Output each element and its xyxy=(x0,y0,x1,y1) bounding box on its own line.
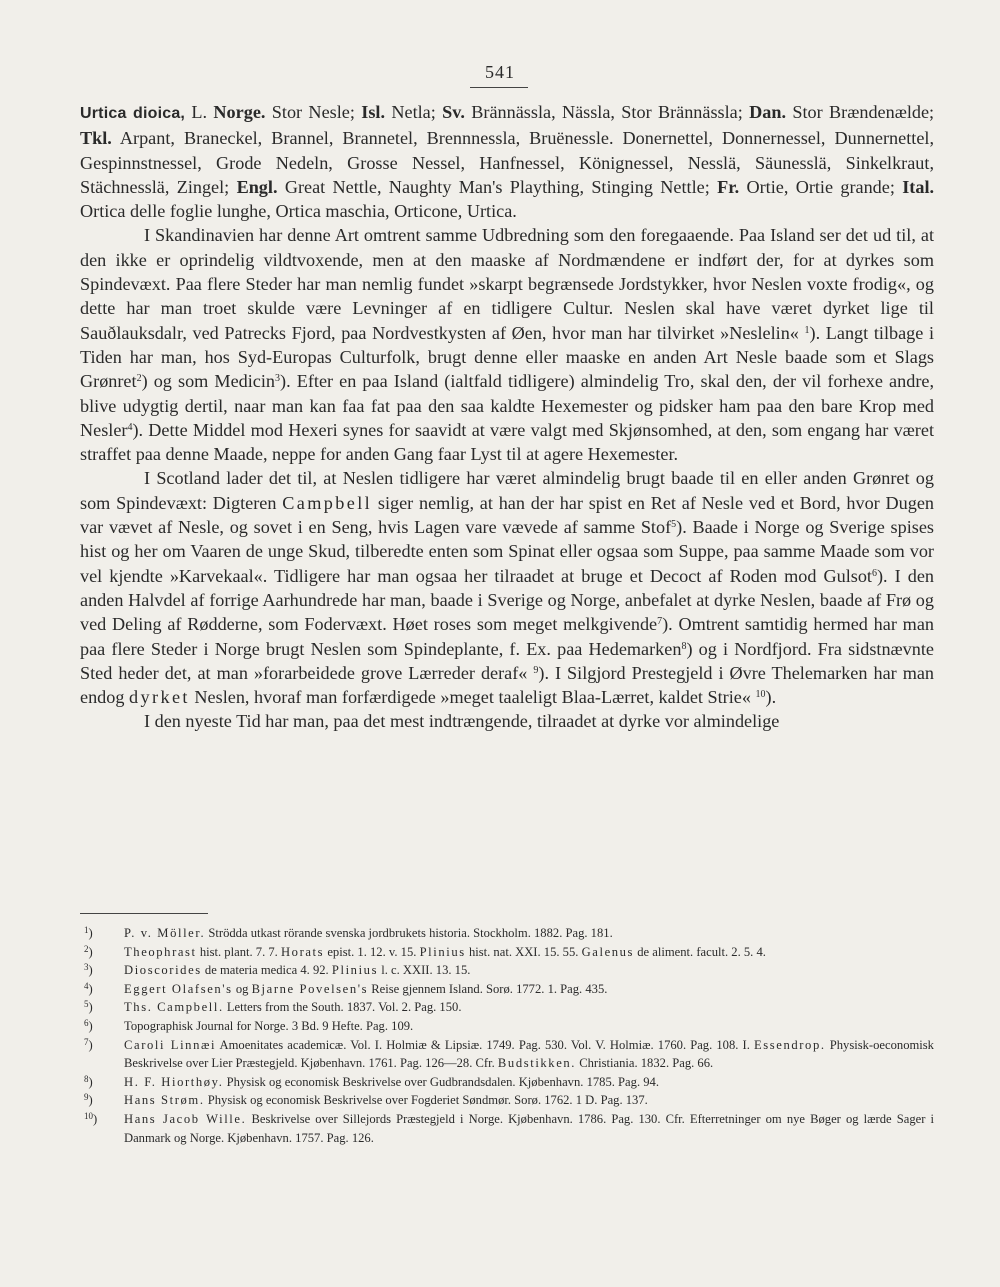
footnote-ref[interactable]: 6 xyxy=(871,567,877,579)
footnote-ref[interactable]: 2 xyxy=(136,373,142,385)
text-segment: I den nyeste Tid har man, paa det mest indtrængende, tilraadet at dyrke vor almindelige xyxy=(144,711,780,732)
name-sv: Brännässla, Nässla, Stor Brännässla; xyxy=(471,102,743,122)
footnote-ref[interactable]: 10 xyxy=(755,689,766,701)
paragraph-scotland xyxy=(80,466,934,709)
text-segment: ). xyxy=(765,687,777,708)
footnote-1 xyxy=(84,924,934,943)
footnote-ref[interactable]: 9 xyxy=(533,664,539,676)
footnote-text: Dioscorides de materia medica 4. 92. Plinius l. c. XXII. 13. 15. xyxy=(124,963,471,978)
footnote-10 xyxy=(84,1110,934,1147)
name-isl: Netla; xyxy=(391,102,436,122)
name-dan: Stor Brændenælde; xyxy=(792,102,935,122)
page-number-rule xyxy=(470,87,528,88)
footnote-9 xyxy=(84,1091,934,1110)
footnote-ref[interactable]: 7 xyxy=(657,616,663,628)
text-segment: ). I den anden Halvdel af forrige Aarhundrede har man, baade i Sverige og Norge, anbefalet at dyrke Neslen, baade af Frø og ved Deling af Rødderne, som Fodervæxt. Høet roses som meget melkgivende xyxy=(80,565,934,635)
lang-label-ital: Ital. xyxy=(902,176,935,197)
footnote-ref[interactable]: 8 xyxy=(681,640,687,652)
text-segment: I Skandinavien har denne Art omtrent samme Udbredning som den foregaaende. Paa Island ser det ud til, at den ikke er oprindelig vildtvoxende, men at den maaske af Nordmændene er indført der, for at dyrkes som Spindevæxt. Paa flere Steder har man nemlig fundet »skarpt begrænsede Jordstykker, hvor Neslen voxte frodig«, og dette har man troet skulde være Levninger af en tidligere Cultur. Neslen skal have været dyrket lige til Sauðlauksdalr, ved Patrecks Fjord, paa Nordvestkysten af Øen, hvor man har tilvirket »Neslelin« xyxy=(80,225,934,343)
footnote-text: Hans Jacob Wille. Beskrivelse over Sillejords Præstegjeld i Norge. Kjøbenhavn. 1786. Pag. 130. Cfr. Efterretninger om nye Bøger og lærde Sager i Danmark og Norge. Kjøbenhavn. 1757. Pag. 126. xyxy=(124,1111,935,1145)
name-ital: Ortica delle foglie lunghe, Ortica maschia, Orticone, Urtica. xyxy=(80,201,517,222)
footnote-text: Ths. Campbell. Letters from the South. 1837. Vol. 2. Pag. 150. xyxy=(124,1000,462,1015)
footnote-rule xyxy=(80,913,208,914)
footnote-8 xyxy=(84,1073,934,1092)
text-segment: Neslen, hvoraf man forfærdigede »meget taaleligt Blaa-Lærret, kaldet Strie« xyxy=(194,687,751,708)
footnote-ref[interactable]: 3 xyxy=(275,373,281,385)
footnote-text: P. v. Möller. Strödda utkast rörande svenska jordbrukets historia. Stockholm. 1882. Pag. 181. xyxy=(124,926,613,940)
footnote-text: Caroli Linnæi Amoenitates academicæ. Vol. I. Holmiæ & Lipsiæ. 1749. Pag. 530. Vol. V. Holmiæ. 1760. Pag. 108. I. Essendrop. Physisk-oeconomisk Beskrivelse over Lier Præstegjeld. Kjøbenhavn. 1761. Pag. 126—28. Cfr. Budstikken. Christiania. 1832. Pag. 66. xyxy=(124,1037,934,1071)
main-text xyxy=(80,100,934,734)
lang-label-fr: Fr. xyxy=(717,176,740,197)
latin-name: Urtica dioica, xyxy=(80,105,186,122)
paragraph-recent xyxy=(80,709,934,733)
footnote-number: $^7$) xyxy=(84,1036,93,1052)
footnote-text: Hans Strøm. Physisk og economisk Beskrivelse over Fogderiet Søndmør. Sorø. 1762. 1 D. Pag. 137. xyxy=(124,1093,648,1108)
footnote-number: $^3$) xyxy=(84,962,93,978)
text-segment: ). Baade i Norge og Sverige spises hist og her om Vaaren de unge Skud, tilberedte enten som Spinat eller ogsaa som Suppe, paa samme Maade som vor vel kjendte »Karvekaal«. Tidligere har man ogsaa her tilraadet at bruge et Decoct af Roden mod Gulsot xyxy=(80,517,934,586)
footnote-7 xyxy=(84,1036,934,1073)
footnote-text: Theophrast hist. plant. 7. 7. Horats epist. 1. 12. v. 15. Plinius hist. nat. XXI. 15. 55. Galenus de aliment. facult. 2. 5. 4. xyxy=(124,944,766,959)
paragraph-names xyxy=(80,100,934,223)
lang-label-isl: Isl. xyxy=(361,102,386,122)
text-segment: ). Dette Middel mod Hexeri synes for saavidt at være valgt med Skjønsomhed, at den, som engang har været straffet paa denne Maade, neppe for anden Gang faar Lyst til at agere Hexemester. xyxy=(80,419,934,465)
spaced-name: Campbell xyxy=(282,492,373,513)
text-segment: I Scotland lader det til, at Neslen tidligere har været almindelig brugt baade til en eller anden Grønret og som Spindevæxt: Digteren xyxy=(80,468,934,513)
name-tkl: Arpant, Braneckel, Brannel, Brannetel, Brennnessla, Bruënessle. Donernettel, Donnernessel, Dunnernettel, Gespinnstnessel, Grode Nedeln, Grosse Nessel, Hanfnessel, Könignessel, Nesslä, Säunesslä, Sinkelkraut, Stächnesslä, Zingel; xyxy=(80,128,934,197)
footnote-number: $^4$) xyxy=(84,980,93,996)
footnote-2 xyxy=(84,943,934,962)
author: L. xyxy=(191,102,208,122)
footnote-ref[interactable]: 4 xyxy=(127,421,133,433)
footnote-number: $^2$) xyxy=(84,943,93,959)
text-segment: ) og som Medicin xyxy=(141,371,276,392)
text-segment: ). Efter en paa Island (ialtfald tidligere) almindelig Tro, skal den, der vil forhexe andre, blive udygtig dertil, naar man kan faa fat paa den saa kaldte Hexemester og pidsker ham paa den bare Krop med Nesler xyxy=(80,371,934,440)
footnotes xyxy=(84,924,934,1147)
footnote-6 xyxy=(84,1017,934,1036)
name-norge: Stor Nesle; xyxy=(271,102,355,122)
paragraph-scandinavia xyxy=(80,223,934,466)
footnote-number: $^{10}$) xyxy=(84,1110,98,1126)
text-segment: ). Langt tilbage i Tiden har man, hos Syd-Europas Culturfolk, brugt denne eller maaske en anden Art Nesle baade som et Slags Grønret xyxy=(80,322,935,392)
name-engl: Great Nettle, Naughty Man's Plaything, Stinging Nettle; xyxy=(284,176,710,197)
lang-label-norge: Norge. xyxy=(213,102,266,122)
text-segment: siger nemlig, at han der har spist en Ret af Nesle ved et Bord, hvor Dugen var vævet af Nesle, og sovet i en Seng, hvis Lagen vare vævede af samme Stof xyxy=(80,492,934,538)
footnote-number: $^9$) xyxy=(84,1092,93,1108)
footnote-number: $^1$) xyxy=(84,925,93,940)
lang-label-engl: Engl. xyxy=(236,176,278,197)
text-segment: ). I Silgjord Prestegjeld i Øvre Thelemarken har man endog xyxy=(80,662,935,708)
lang-label-sv: Sv. xyxy=(442,102,465,122)
footnote-4 xyxy=(84,980,934,999)
footnote-text: Eggert Olafsen's og Bjarne Povelsen's Reise gjennem Island. Sorø. 1772. 1. Pag. 435. xyxy=(124,981,608,996)
footnote-number: $^8$) xyxy=(84,1073,93,1089)
name-fr: Ortie, Ortie grande; xyxy=(746,176,895,197)
text-segment: ). Omtrent samtidig hermed har man paa flere Steder i Norge brugt Neslen som Spindeplante, f. Ex. paa Hedemarken xyxy=(80,614,934,659)
footnote-number: $^6$) xyxy=(84,1017,93,1033)
spaced-word: dyrket xyxy=(129,687,190,708)
footnote-text: Topographisk Journal for Norge. 3 Bd. 9 Hefte. Pag. 109. xyxy=(124,1018,414,1033)
footnote-text: H. F. Hiorthøy. Physisk og economisk Beskrivelse over Gudbrandsdalen. Kjøbenhavn. 1785. Pag. 94. xyxy=(124,1074,659,1089)
footnote-3 xyxy=(84,961,934,980)
footnote-ref[interactable]: 5 xyxy=(671,519,677,531)
lang-label-tkl: Tkl. xyxy=(80,128,112,149)
lang-label-dan: Dan. xyxy=(749,102,787,122)
footnote-number: $^5$) xyxy=(84,999,93,1015)
page-number: 541 xyxy=(485,62,515,82)
text-segment: ) og i Nordfjord. Fra sidstnævnte Sted heder det, at man »forarbeidede grove Lærreder deraf« xyxy=(80,638,934,683)
footnote-ref[interactable]: 1 xyxy=(804,324,810,336)
footnote-5 xyxy=(84,998,934,1017)
